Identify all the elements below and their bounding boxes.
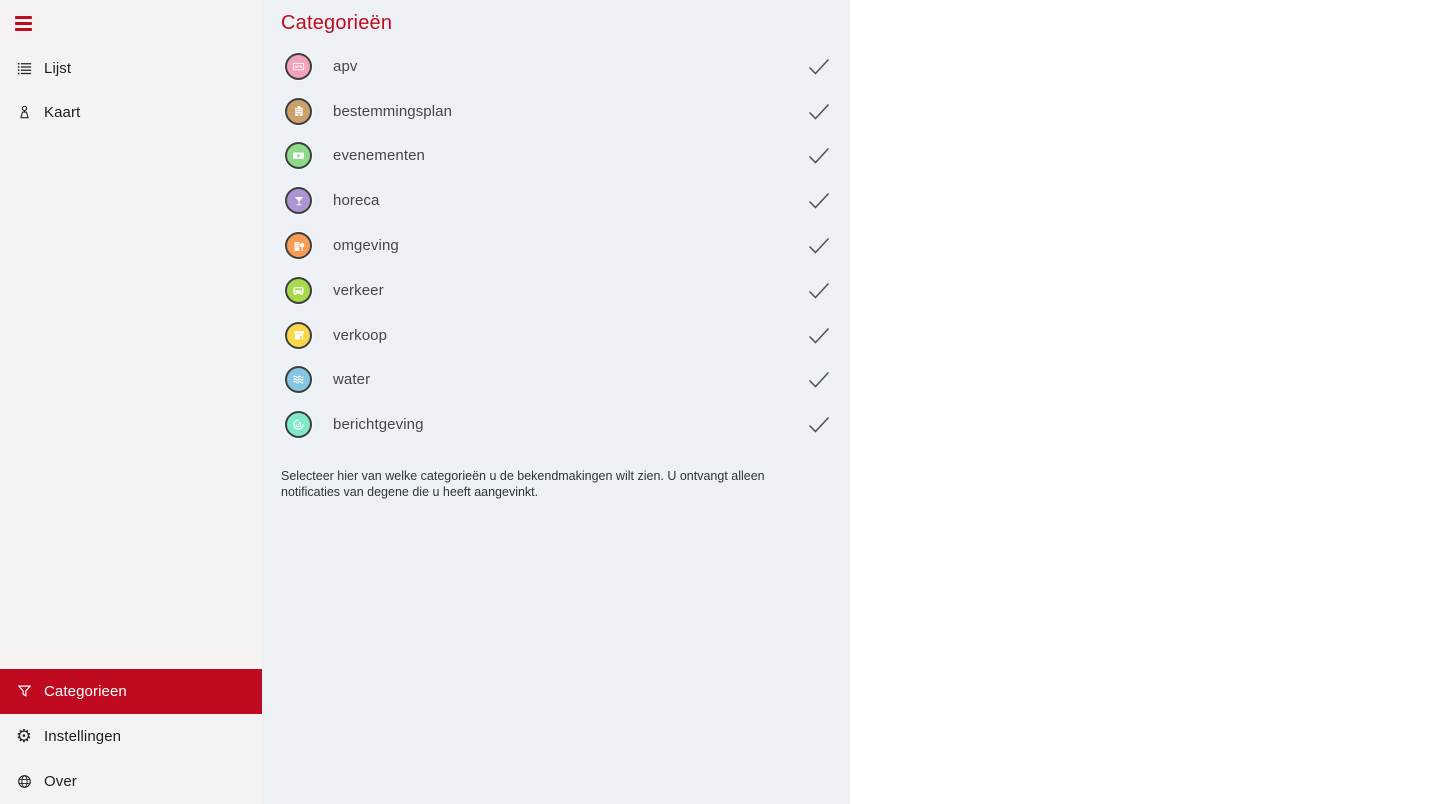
- category-badge: [285, 232, 312, 259]
- sidebar-item-lijst[interactable]: [0, 46, 262, 90]
- city-tree-icon: [291, 238, 307, 254]
- category-row[interactable]: [262, 134, 850, 179]
- check-icon: [806, 281, 832, 300]
- category-badge: [285, 53, 312, 80]
- categories-panel: [262, 0, 850, 804]
- sidebar-item-over[interactable]: [0, 759, 262, 804]
- empty-background: [850, 0, 1440, 804]
- category-label: omgeving: [333, 237, 399, 255]
- category-label: berichtgeving: [333, 416, 424, 434]
- sidebar-item-label: Kaart: [44, 103, 81, 121]
- check-icon: [806, 57, 832, 76]
- category-label: bestemmingsplan: [333, 102, 453, 120]
- hamburger-bar: [15, 16, 32, 19]
- category-badge: [285, 187, 312, 214]
- apv-badge-icon: [290, 58, 307, 75]
- category-badge: [285, 98, 312, 125]
- category-label: horeca: [333, 192, 380, 210]
- category-label: apv: [333, 57, 358, 75]
- car-icon: [290, 282, 307, 299]
- category-row[interactable]: [262, 268, 850, 313]
- gear-icon: ⚙: [15, 725, 33, 747]
- category-badge: [285, 277, 312, 304]
- hamburger-bar: [15, 28, 32, 31]
- filter-icon: [14, 682, 34, 702]
- sidebar-item-label: Over: [44, 773, 77, 790]
- sidebar-item-kaart[interactable]: [0, 90, 262, 134]
- sidebar-item-label: Instellingen: [44, 728, 122, 745]
- sidebar-item-categorieen[interactable]: [0, 669, 262, 714]
- check-icon: [806, 326, 832, 345]
- spiral-icon: [290, 416, 307, 433]
- hamburger-bar: [15, 22, 32, 25]
- category-row[interactable]: [262, 89, 850, 134]
- category-label: verkeer: [333, 281, 384, 299]
- check-icon: [806, 236, 832, 255]
- category-badge: [285, 366, 312, 393]
- sidebar-bottom-nav: [0, 669, 262, 804]
- shop-icon: [291, 327, 307, 343]
- cocktail-icon: [291, 193, 307, 209]
- category-label: verkoop: [333, 326, 388, 344]
- building-icon: [291, 103, 307, 119]
- page-title: Categorieën: [281, 12, 393, 34]
- category-label: evenementen: [333, 147, 426, 165]
- check-icon: [806, 370, 832, 389]
- check-icon: [806, 191, 832, 210]
- category-row[interactable]: [262, 223, 850, 268]
- category-badge: [285, 322, 312, 349]
- category-row[interactable]: [262, 44, 850, 89]
- category-row[interactable]: [262, 358, 850, 403]
- check-icon: [806, 102, 832, 121]
- hamburger-menu-icon[interactable]: [15, 16, 33, 31]
- check-icon: [806, 146, 832, 165]
- globe-icon: [14, 772, 34, 792]
- category-row[interactable]: [262, 313, 850, 358]
- category-badge: [285, 142, 312, 169]
- category-list: [262, 44, 850, 447]
- sidebar-item-label: Lijst: [44, 59, 72, 77]
- sidebar-top-nav: [0, 46, 262, 134]
- waves-icon: [290, 371, 307, 388]
- categories-help-text: Selecteer hier van welke categorieën u de bekendmakingen wilt zien. U ontvangt alleen notificaties van degene die u heeft aangevinkt.: [281, 469, 765, 499]
- map-pin-icon: [14, 102, 34, 122]
- sidebar: [0, 0, 262, 804]
- list-icon: [14, 58, 34, 78]
- category-label: water: [333, 371, 371, 389]
- category-row[interactable]: [262, 402, 850, 447]
- category-badge: [285, 411, 312, 438]
- ticket-icon: [290, 147, 307, 164]
- category-row[interactable]: [262, 178, 850, 223]
- svg-text:APV: APV: [294, 65, 303, 70]
- sidebar-item-label: Categorieen: [44, 683, 127, 700]
- sidebar-item-instellingen[interactable]: [0, 714, 262, 759]
- check-icon: [806, 415, 832, 434]
